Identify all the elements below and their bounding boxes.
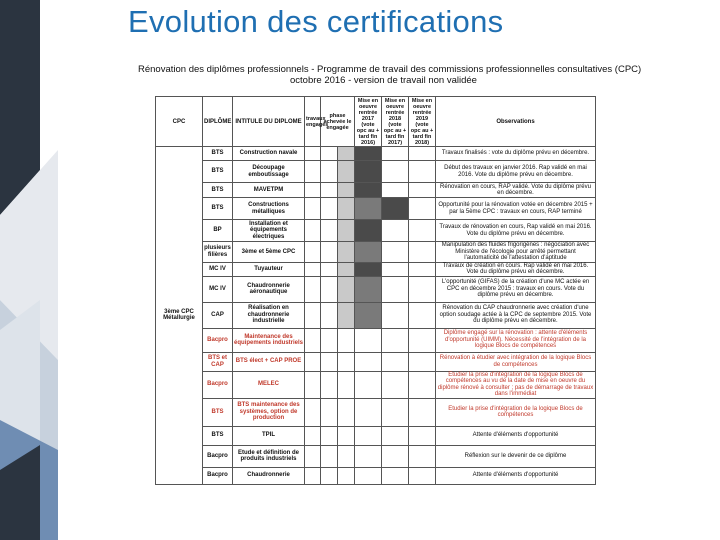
diplome-cell: BTS et CAP	[203, 352, 233, 371]
schedule-cell	[321, 147, 338, 161]
schedule-cell	[382, 183, 409, 198]
header-mise-2018: Mise en oeuvre rentrée 2018 (vote opc au + tard fin 2017)	[382, 97, 409, 147]
schedule-cell	[355, 371, 382, 398]
table-row	[156, 398, 596, 426]
schedule-cell	[321, 198, 338, 220]
observation-cell: Diplôme engagé sur la rénovation : attente d'éléments d'opportunité (UIMM). Nécessité de l'intégration de la logique Blocs de compétences	[436, 328, 596, 352]
table-row	[156, 302, 596, 328]
schedule-cell	[305, 276, 321, 302]
schedule-cell	[409, 445, 436, 467]
schedule-cell	[409, 147, 436, 161]
schedule-cell	[321, 467, 338, 484]
schedule-cell	[305, 426, 321, 445]
intitule-cell: BTS maintenance des systèmes, option de production	[233, 398, 305, 426]
intitule-cell: Installation et équipements électriques	[233, 220, 305, 242]
schedule-cell	[409, 398, 436, 426]
diplome-cell: BTS	[203, 426, 233, 445]
schedule-cell	[409, 220, 436, 242]
observation-cell: Rénovation en cours, RAP validé. Vote du diplôme prévu en décembre.	[436, 183, 596, 198]
table-row	[156, 445, 596, 467]
diplome-cell: plusieurs filières	[203, 242, 233, 263]
observation-cell: Attente d'éléments d'opportunité	[436, 426, 596, 445]
schedule-cell	[355, 220, 382, 242]
schedule-cell	[409, 276, 436, 302]
schedule-cell	[355, 161, 382, 183]
diplome-cell: Bacpro	[203, 445, 233, 467]
observation-cell: Travaux de création en cours. Rap validé en mai 2016. Vote du diplôme prévu en décembre.	[436, 262, 596, 276]
schedule-cell	[338, 262, 355, 276]
schedule-cell	[305, 198, 321, 220]
diplome-cell: Bacpro	[203, 328, 233, 352]
observation-cell: Manipulation des fluides frigorigènes : négociation avec Ministère de l'écologie pour arrêté permettant l'automaticité de l'attestation d'aptitude	[436, 242, 596, 263]
schedule-cell	[338, 276, 355, 302]
schedule-cell	[338, 302, 355, 328]
schedule-cell	[382, 198, 409, 220]
diplome-cell: BP	[203, 220, 233, 242]
schedule-cell	[321, 426, 338, 445]
schedule-cell	[305, 398, 321, 426]
schedule-cell	[305, 183, 321, 198]
schedule-cell	[321, 445, 338, 467]
schedule-cell	[305, 352, 321, 371]
observation-cell: Etudier la prise d'intégration de la logique Blocs de compétences	[436, 398, 596, 426]
schedule-cell	[338, 161, 355, 183]
intitule-cell: Chaudronnerie aéronautique	[233, 276, 305, 302]
schedule-cell	[382, 276, 409, 302]
schedule-cell	[321, 183, 338, 198]
table-row	[156, 220, 596, 242]
table-row	[156, 242, 596, 263]
schedule-cell	[382, 467, 409, 484]
schedule-cell	[305, 147, 321, 161]
schedule-cell	[321, 262, 338, 276]
table-row	[156, 198, 596, 220]
header-diplome: DIPLÔME	[203, 97, 233, 147]
observation-cell: Attente d'éléments d'opportunité	[436, 467, 596, 484]
header-intitule: INTITULE DU DIPLOME	[233, 97, 305, 147]
header-phase-echeance: phase achevée le engagée	[321, 97, 355, 147]
schedule-cell	[338, 445, 355, 467]
schedule-cell	[321, 220, 338, 242]
schedule-cell	[355, 352, 382, 371]
schedule-cell	[382, 220, 409, 242]
schedule-cell	[382, 328, 409, 352]
schedule-cell	[321, 276, 338, 302]
observation-cell: L'opportunité (GIFAS) de la création d'une MC actée en CPC en décembre 2015 : travaux en cours. Vote du diplôme prévu en décembre.	[436, 276, 596, 302]
schedule-cell	[305, 262, 321, 276]
schedule-cell	[338, 220, 355, 242]
observation-cell: Etudier la prise d'intégration de la logique Blocs de compétences au vu de la date de mise en oeuvre du diplôme rénové à consulter ; pas de démarrage de travaux dans l'immédiat	[436, 371, 596, 398]
schedule-cell	[321, 242, 338, 263]
header-cpc: CPC	[156, 97, 203, 147]
intitule-cell: Constructions métalliques	[233, 198, 305, 220]
table-row	[156, 147, 596, 161]
schedule-cell	[338, 147, 355, 161]
schedule-cell	[382, 302, 409, 328]
schedule-cell	[305, 161, 321, 183]
observation-cell: Début des travaux en janvier 2016. Rap validé en mai 2016. Vote du diplôme prévu en décembre.	[436, 161, 596, 183]
diplome-cell: BTS	[203, 398, 233, 426]
schedule-cell	[382, 426, 409, 445]
schedule-cell	[409, 262, 436, 276]
diplome-cell: BTS	[203, 161, 233, 183]
schedule-cell	[338, 242, 355, 263]
observation-cell: Travaux de rénovation en cours, Rap validé en mai 2016. Vote du diplôme prévu en décembre.	[436, 220, 596, 242]
observation-cell: Opportunité pour la rénovation votée en décembre 2015 + par la 5ème CPC : travaux en cours, RAP terminé	[436, 198, 596, 220]
schedule-cell	[305, 445, 321, 467]
schedule-cell	[382, 242, 409, 263]
intitule-cell: TPIL	[233, 426, 305, 445]
schedule-cell	[338, 426, 355, 445]
schedule-cell	[409, 426, 436, 445]
schedule-cell	[305, 467, 321, 484]
schedule-cell	[355, 398, 382, 426]
intitule-cell: Construction navale	[233, 147, 305, 161]
observation-cell: Travaux finalisés : vote du diplôme prévu en décembre.	[436, 147, 596, 161]
schedule-cell	[355, 445, 382, 467]
schedule-cell	[321, 352, 338, 371]
schedule-cell	[355, 147, 382, 161]
document-title-line: Rénovation des diplômes professionnels - Programme de travail des commissions professionnelles consultatives (CPC)	[138, 64, 642, 75]
header-observations: Observations	[436, 97, 596, 147]
schedule-cell	[305, 328, 321, 352]
intitule-cell: MELEC	[233, 371, 305, 398]
schedule-cell	[321, 398, 338, 426]
cpc-cell: 3ème CPC Métallurgie	[156, 147, 203, 485]
diplome-cell: CAP	[203, 302, 233, 328]
schedule-cell	[382, 161, 409, 183]
intitule-cell: BTS élect + CAP PROE	[233, 352, 305, 371]
schedule-cell	[305, 371, 321, 398]
document-subtitle-line: octobre 2016 - version de travail non validée	[290, 75, 477, 86]
schedule-cell	[355, 198, 382, 220]
diplome-cell: BTS	[203, 198, 233, 220]
schedule-cell	[355, 276, 382, 302]
page-title: Evolution des certifications	[128, 4, 504, 39]
schedule-cell	[409, 198, 436, 220]
table-row	[156, 467, 596, 484]
schedule-cell	[338, 352, 355, 371]
schedule-cell	[321, 328, 338, 352]
schedule-cell	[409, 242, 436, 263]
schedule-cell	[321, 302, 338, 328]
schedule-cell	[382, 147, 409, 161]
intitule-cell: Chaudronnerie	[233, 467, 305, 484]
certification-table	[155, 96, 596, 485]
table-row	[156, 276, 596, 302]
schedule-cell	[382, 352, 409, 371]
table-row	[156, 328, 596, 352]
diplome-cell: MC IV	[203, 276, 233, 302]
schedule-cell	[355, 302, 382, 328]
schedule-cell	[355, 183, 382, 198]
schedule-cell	[338, 467, 355, 484]
table-row	[156, 161, 596, 183]
diplome-cell: Bacpro	[203, 371, 233, 398]
table-body	[156, 147, 596, 485]
schedule-cell	[382, 371, 409, 398]
intitule-cell: Tuyauteur	[233, 262, 305, 276]
schedule-cell	[409, 371, 436, 398]
intitule-cell: 3ème et 5ème CPC	[233, 242, 305, 263]
diplome-cell: BTS	[203, 147, 233, 161]
schedule-cell	[355, 328, 382, 352]
table-row	[156, 262, 596, 276]
schedule-cell	[338, 183, 355, 198]
table-row	[156, 352, 596, 371]
schedule-cell	[338, 328, 355, 352]
intitule-cell: Réalisation en chaudronnerie industrielle	[233, 302, 305, 328]
intitule-cell: Etude et définition de produits industriels	[233, 445, 305, 467]
schedule-cell	[305, 242, 321, 263]
schedule-cell	[409, 467, 436, 484]
observation-cell: Rénovation à étudier avec intégration de la logique Blocs de compétences	[436, 352, 596, 371]
schedule-cell	[409, 183, 436, 198]
diplome-cell: MC IV	[203, 262, 233, 276]
observation-cell: Réflexion sur le devenir de ce diplôme	[436, 445, 596, 467]
schedule-cell	[355, 467, 382, 484]
intitule-cell: MAVETPM	[233, 183, 305, 198]
schedule-cell	[355, 262, 382, 276]
schedule-cell	[305, 302, 321, 328]
table-header-row	[156, 97, 596, 147]
schedule-cell	[382, 445, 409, 467]
schedule-cell	[305, 220, 321, 242]
schedule-cell	[338, 398, 355, 426]
schedule-cell	[355, 242, 382, 263]
schedule-cell	[409, 161, 436, 183]
schedule-cell	[409, 302, 436, 328]
table-row	[156, 426, 596, 445]
diplome-cell: Bacpro	[203, 467, 233, 484]
header-travaux-engages: travaux engagés	[305, 97, 321, 147]
schedule-cell	[321, 371, 338, 398]
intitule-cell: Découpage emboutissage	[233, 161, 305, 183]
schedule-cell	[321, 161, 338, 183]
observation-cell: Rénovation du CAP chaudronnerie avec création d'une option soudage actée à la CPC de septembre 2015. Vote du diplôme prévu en décembre.	[436, 302, 596, 328]
schedule-cell	[382, 398, 409, 426]
schedule-cell	[355, 426, 382, 445]
document-header	[138, 64, 642, 86]
intitule-cell: Maintenance des équipements industriels	[233, 328, 305, 352]
schedule-cell	[338, 198, 355, 220]
schedule-cell	[409, 352, 436, 371]
header-mise-2019: Mise en oeuvre rentrée 2019 (vote opc au + tard fin 2018)	[409, 97, 436, 147]
diplome-cell: BTS	[203, 183, 233, 198]
table-row	[156, 371, 596, 398]
schedule-cell	[338, 371, 355, 398]
table-row	[156, 183, 596, 198]
schedule-cell	[409, 328, 436, 352]
header-mise-2017: Mise en oeuvre rentrée 2017 (vote opc au + tard fin 2016)	[355, 97, 382, 147]
schedule-cell	[382, 262, 409, 276]
